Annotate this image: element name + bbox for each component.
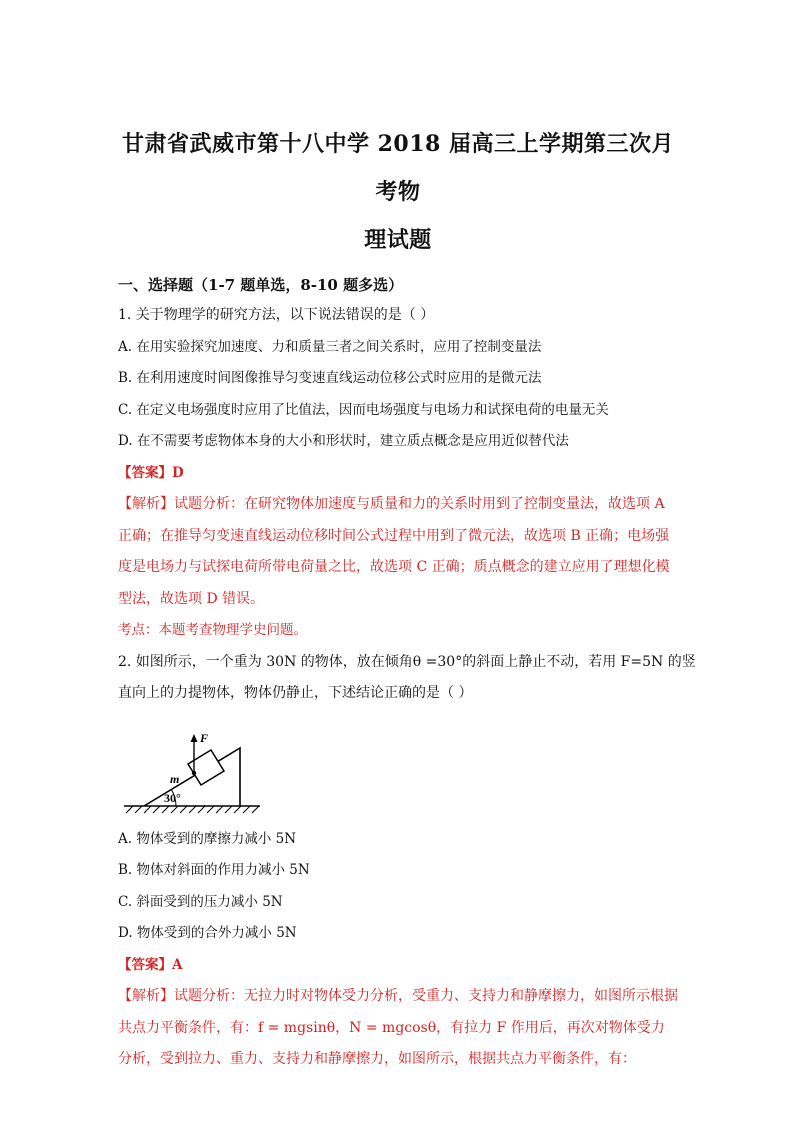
incline-triangle	[144, 748, 240, 806]
q1-analysis: 【解析】试题分析：在研究物体加速度与质量和力的关系时用到了控制变量法，故选项 A 正确；在推导匀变速直线运动位移时间公式过程中用到了微元法，故选项 B 正确；电场强度是电场力与试探电荷所带电荷量之比，故选项 C 正确；质点概念的建立应用了理想化模型法，故选项 D 错误。	[118, 496, 670, 607]
document-page	[118, 120, 696, 1076]
section-heading: 一、选择题（1-7 题单选，8-10 题多选）	[118, 276, 404, 294]
q2-answer: 【答案】A	[118, 956, 183, 973]
q1-note: 考点：本题考查物理学史问题。	[118, 622, 307, 638]
q2-option-a: A. 物体受到的摩擦力减小 5N	[118, 830, 297, 847]
doc-title-line2: 理试题	[364, 227, 432, 253]
q1-option-c: C. 在定义电场强度时应用了比值法，因而电场强度与电场力和试探电荷的电量无关	[118, 401, 609, 418]
incline-figure	[120, 714, 678, 820]
q2-option-d: D. 物体受到的合外力减小 5N	[118, 925, 297, 941]
angle-label: 30°	[164, 790, 181, 805]
q2-analysis: 【解析】试题分析：无拉力时对物体受力分析，受重力、支持力和静摩擦力，如图所示根据共点力平衡条件，有：f = mgsinθ，N = mgcosθ，有拉力 F 作用后，再次对物体受力分析，受到拉力、重力、支持力和静摩擦力，如图所示，根据共点力平衡条件，有：	[118, 988, 678, 1067]
force-origin-dot	[192, 770, 196, 774]
q2-stem-line2: 直向上的力提物体，物体仍静止，下述结论正确的是（ ）	[118, 685, 473, 701]
force-label: F	[200, 730, 209, 745]
force-arrowhead	[191, 734, 198, 742]
q2-stem-line1: 2. 如图所示，一个重为 30N 的物体，放在倾角θ =30°的斜面上静止不动，若用 F=5N 的竖	[118, 653, 696, 670]
q2-option-b: B. 物体对斜面的作用力减小 5N	[118, 862, 310, 878]
q1-stem: 1. 关于物理学的研究方法，以下说法错误的是（ ）	[118, 307, 435, 323]
q1-option-d: D. 在不需要考虑物体本身的大小和形状时，建立质点概念是应用近似替代法	[118, 433, 569, 449]
q1-answer: 【答案】D	[118, 464, 184, 481]
q1-option-b: B. 在利用速度时间图像推导匀变速直线运动位移公式时应用的是微元法	[118, 370, 542, 386]
doc-title-line1: 甘肃省武威市第十八中学 2018 届高三上学期第三次月考物	[121, 131, 675, 205]
mass-label: m	[170, 771, 180, 786]
q1-option-a: A. 在用实验探究加速度、力和质量三者之间关系时，应用了控制变量法	[118, 338, 542, 355]
incline-diagram	[120, 714, 270, 820]
q2-option-c: C. 斜面受到的压力减小 5N	[118, 893, 283, 910]
ground-hatching	[126, 806, 259, 813]
